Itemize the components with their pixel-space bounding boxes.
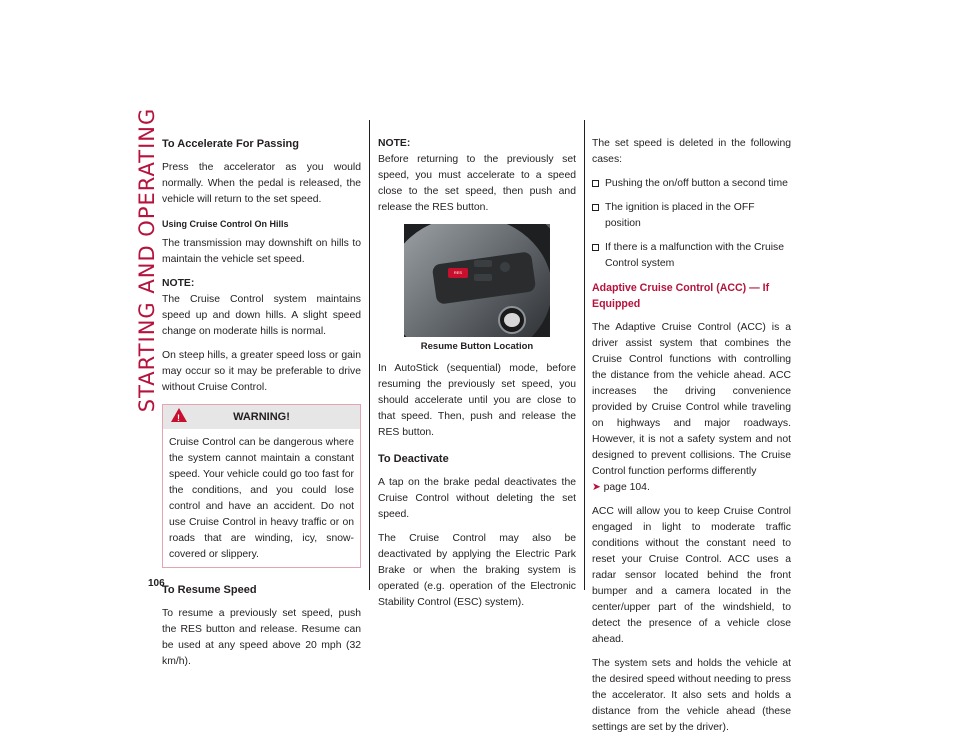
page-number: 106 — [148, 578, 165, 589]
paragraph: On steep hills, a greater speed loss or gain may occur so it may be preferable to drive without Cruise Control. — [162, 350, 361, 393]
subheading-hills: Using Cruise Control On Hills — [162, 219, 289, 229]
paragraph: The set speed is deleted in the following cases: — [592, 138, 791, 165]
start-button-image — [498, 306, 526, 334]
control-button-image — [500, 262, 510, 272]
warning-header — [163, 405, 360, 429]
list-item — [592, 240, 791, 272]
paragraph — [592, 320, 791, 496]
note-label: NOTE: — [162, 278, 195, 289]
note-label: NOTE: — [378, 138, 411, 149]
heading-acc: Adaptive Cruise Control (ACC) — If Equipped — [592, 282, 770, 310]
control-button-image — [474, 274, 492, 281]
list-item-text: Pushing the on/off button a second time — [605, 178, 788, 189]
paragraph-text: The Adaptive Cruise Control (ACC) is a driver assist system that combines the Cruise Control functions with controlling the distance from the vehicle ahead. ACC increases the driving convenience provided by Cruise Control while traveling on highways and major roadways. However, it is not a safety system and not designed to prevent collisions. The Cruise Control function performs differently — [592, 322, 791, 477]
checkbox-bullet-icon — [592, 180, 599, 187]
heading-resume: To Resume Speed — [162, 584, 257, 596]
warning-text: Cruise Control can be dangerous where the system cannot maintain a constant speed. Your vehicle could go too fast for the conditions, and you could lose control and have an accident. Do not use Cruise Control in heavy traffic or on roads that are winding, icy, snow-covered or slippery. — [169, 437, 354, 560]
note-text: Before returning to the previously set speed, you must accelerate to a speed close to the set speed, then push and release the RES button. — [378, 154, 576, 213]
checkbox-bullet-icon — [592, 244, 599, 251]
warning-body — [163, 429, 360, 567]
paragraph: The system sets and holds the vehicle at the desired speed without needing to press the accelerator. It also sets and holds a distance from the vehicle ahead (these settings are set by the driver). — [592, 658, 791, 733]
column-divider — [369, 120, 370, 590]
list-item — [592, 200, 791, 232]
paragraph: In AutoStick (sequential) mode, before resuming the previously set speed, you should accelerate until you are close to that speed. Then, push and release the RES button. — [378, 363, 576, 438]
note — [378, 136, 576, 216]
column-1 — [162, 136, 361, 678]
paragraph: Press the accelerator as you would normally. When the pedal is released, the vehicle will return to the set speed. — [162, 162, 361, 205]
paragraph: The transmission may downshift on hills to maintain the vehicle set speed. — [162, 238, 361, 265]
page-reference-link[interactable]: page 104. — [603, 482, 650, 493]
warning-box — [162, 404, 361, 568]
image-caption: Resume Button Location — [420, 341, 534, 352]
paragraph: A tap on the brake pedal deactivates the Cruise Control without deleting the set speed. — [378, 477, 576, 520]
arrow-right-icon: ➤ — [592, 482, 601, 493]
checkbox-bullet-icon — [592, 204, 599, 211]
column-3 — [592, 136, 791, 744]
note-text: The Cruise Control system maintains speed up and down hills. A slight speed change on moderate hills is normal. — [162, 294, 361, 337]
control-button-image — [474, 260, 492, 267]
paragraph: To resume a previously set speed, push the RES button and release. Resume can be used at any speed above 20 mph (32 km/h). — [162, 608, 361, 667]
section-title-text: STARTING AND OPERATING — [135, 107, 159, 413]
paragraph: The Cruise Control may also be deactivated by applying the Electric Park Brake or when the braking system is operated (e.g. operation of the Electronic Stability Control (ESC) system). — [378, 533, 576, 608]
heading-accelerate: To Accelerate For Passing — [162, 138, 299, 150]
heading-deactivate: To Deactivate — [378, 453, 449, 465]
steering-wheel-image — [404, 224, 550, 337]
section-title — [135, 107, 159, 413]
column-divider — [584, 120, 585, 590]
list-item — [592, 176, 791, 192]
res-button-image: RES — [448, 268, 468, 278]
paragraph: ACC will allow you to keep Cruise Control engaged in light to moderate traffic conditions without the constant need to reset your Cruise Control. ACC uses a radar sensor located behind the front bumper and a camera located in the center/upper part of the windshield, to detect the presence of a vehicle close ahead. — [592, 506, 791, 645]
column-2 — [378, 136, 576, 619]
warning-label: WARNING! — [233, 411, 290, 423]
list-item-text: If there is a malfunction with the Cruise Control system — [605, 242, 785, 269]
note — [162, 276, 361, 340]
list-item-text: The ignition is placed in the OFF position — [605, 202, 755, 229]
